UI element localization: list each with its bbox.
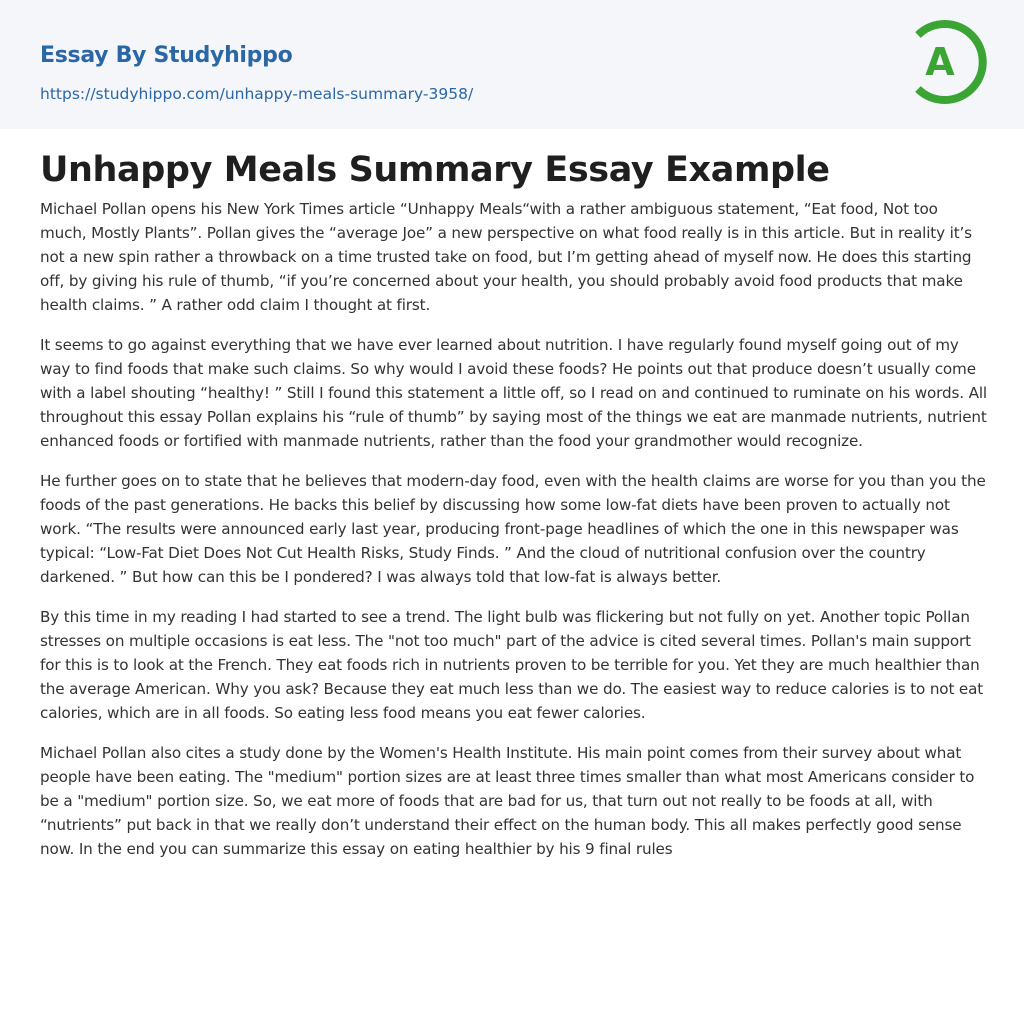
article-paragraph: Michael Pollan also cites a study done by the Women's Health Institute. His main point comes from their survey about what people have been eating. The "medium" portion sizes are at least three times smaller than what most Americans consider to be a "medium" portion size. So, we eat more of foods that are bad for us, that turn out not really to be foods at all, with “nutrients” put back in that we really don’t understand their effect on the human body. This all makes perfectly good sense now. In the end you can summarize this essay on eating healthier by his 9 final rules — [40, 744, 975, 858]
logo-letter: A — [925, 40, 955, 84]
article-paragraph: He further goes on to state that he believes that modern-day food, even with the health claims are worse for you than you the foods of the past generations. He backs this belief by discussing how some low-fat diets have been proven to actually not work. “The results were announced early last year, producing front-page headlines of which the one in this newspaper was typical: “Low-Fat Diet Does Not Cut Health Risks, Study Finds. ” And the cloud of nutritional confusion over the country darkened. ” But how can this be I pondered? I was always told that low-fat is always better. — [40, 472, 986, 586]
article-paragraph: It seems to go against everything that we have ever learned about nutrition. I have regularly found myself going out of my way to find foods that make such claims. So why would I avoid these foods? He points out that produce doesn’t usually come with a label shouting “healthy! ” Still I found this statement a little off, so I read on and continued to ruminate on his words. All throughout this essay Pollan explains his “rule of thumb” by saying most of the things we eat are manmade nutrients, nutrient enhanced foods or fortified with manmade nutrients, rather than the food your grandmother would recognize. — [40, 336, 987, 450]
article — [40, 129, 988, 861]
article-paragraph: By this time in my reading I had started to see a trend. The light bulb was flickering but not fully on yet. Another topic Pollan stresses on multiple occasions is eat less. The "not too much" part of the advice is cited several times. Pollan's main support for this is to look at the French. They eat foods rich in nutrients proven to be terrible for you. Yet they are much healthier than the average American. Why you ask? Because they eat much less than we do. The easiest way to reduce calories is to not eat calories, which are in all foods. So eating less food means you eat fewer calories. — [40, 608, 984, 722]
site-brand[interactable]: Essay By Studyhippo — [40, 43, 293, 68]
studyhippo-logo-icon[interactable] — [909, 18, 989, 106]
source-url-link[interactable]: https://studyhippo.com/unhappy-meals-summary-3958/ — [40, 85, 474, 103]
article-paragraph: Michael Pollan opens his New York Times article “Unhappy Meals“with a rather ambiguous statement, “Eat food, Not too much, Mostly Plants”. Pollan gives the “average Joe” a new perspective on what food really is in this article. But in reality it’s not a new spin rather a throwback on a time trusted take on food, but I’m getting ahead of myself now. He does this starting off, by giving his rule of thumb, “if you’re concerned about your health, you should probably avoid food products that make health claims. ” A rather odd claim I thought at first. — [40, 200, 972, 314]
page-title: Unhappy Meals Summary Essay Example — [40, 150, 830, 190]
site-header — [0, 0, 1024, 129]
